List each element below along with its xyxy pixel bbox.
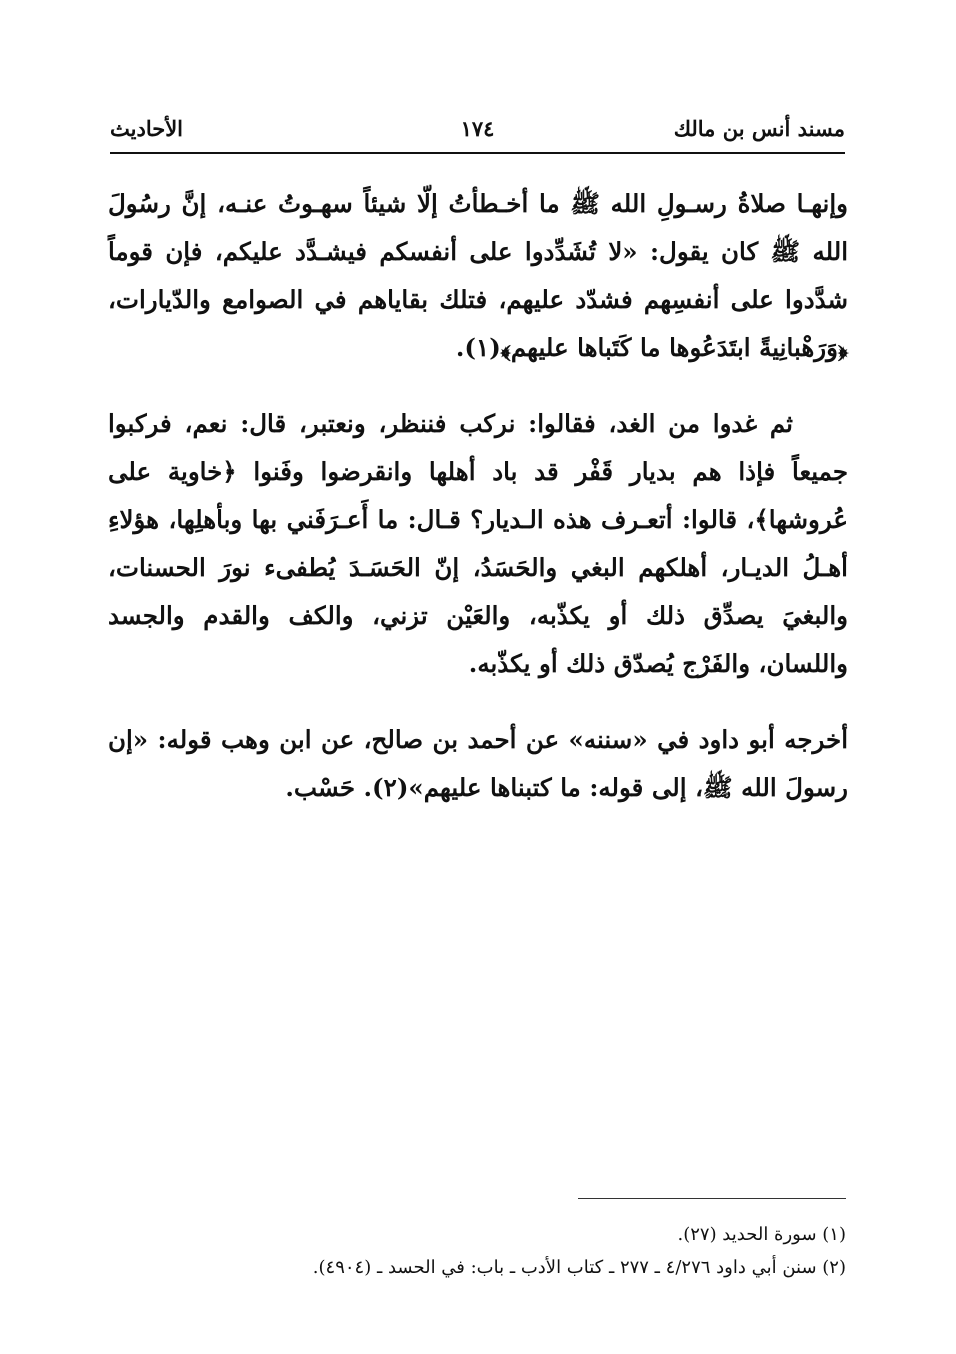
page-number: ١٧٤ [460, 116, 495, 141]
body-text [108, 180, 848, 840]
running-header [110, 108, 845, 148]
footnote-2: (٢) سنن أبي داود ٤/٢٧٦ ـ ٢٧٧ ـ كتاب الأدب ـ باب: في الحسد ـ (٤٩٠٤). [312, 1257, 846, 1278]
book-title: مسند أنس بن مالك [673, 116, 845, 141]
footnote-1: (١) سورة الحديد (٢٧). [677, 1224, 846, 1245]
section-title: الأحاديث [110, 116, 184, 141]
paragraph-2: ثم غدوا من الغد، فقالوا: نركب فننظر، ونعتبر، قال: نعم، فركبوا جميعاً فإذا هم بديار قَفْر قد باد أهلها وانقرضوا وفَنوا ﴿خاوية على عُروشها﴾، قالوا: أتعـرف هذه الـديار؟ قـال: ما أَعـرَفَني بها وبأهلِها، هؤلاءِ أهـلُ الديـار، أهلكهم البغي والحَسَدُ، إنّ الحَسَـدَ يُطفىء نورَ الحسنات، والبغيَ يصدِّق ذلك أو يكذّبه، والعَيْن تزني، والكف والقدم والجسد واللسان، والفَرْج يُصدّق ذلك أو يكذّبه. [108, 409, 848, 678]
header-rule [110, 152, 845, 154]
footnotes [140, 1218, 846, 1284]
footnote-separator [578, 1198, 846, 1199]
paragraph-3: أخرجه أبو داود في «سننه» عن أحمد بن صالح، عن ابن وهب قوله: «إن رسولَ الله ﷺ، إلى قوله: ما كتبناها عليهم»(٢). حَسْب. [108, 725, 848, 802]
paragraph-1: وإنهـا صلاةُ رسـولِ الله ﷺ ما أخـطأتُ إلّا شيئاً سهـوتُ عنـه، إنَّ رسُولَ الله ﷺ كان يقول: «لا تُشَدِّدوا على أنفسكم فيشـدَّد عليكم، فإن قوماً شدَّدوا على أنفسِهم فشدّد عليهم، فتلك بقاياهم في الصوامع والدّيارات، ﴿وَرَهْبانِيةً ابتَدَعُوها ما كَتَباها عليهم﴾(١). [108, 189, 848, 362]
